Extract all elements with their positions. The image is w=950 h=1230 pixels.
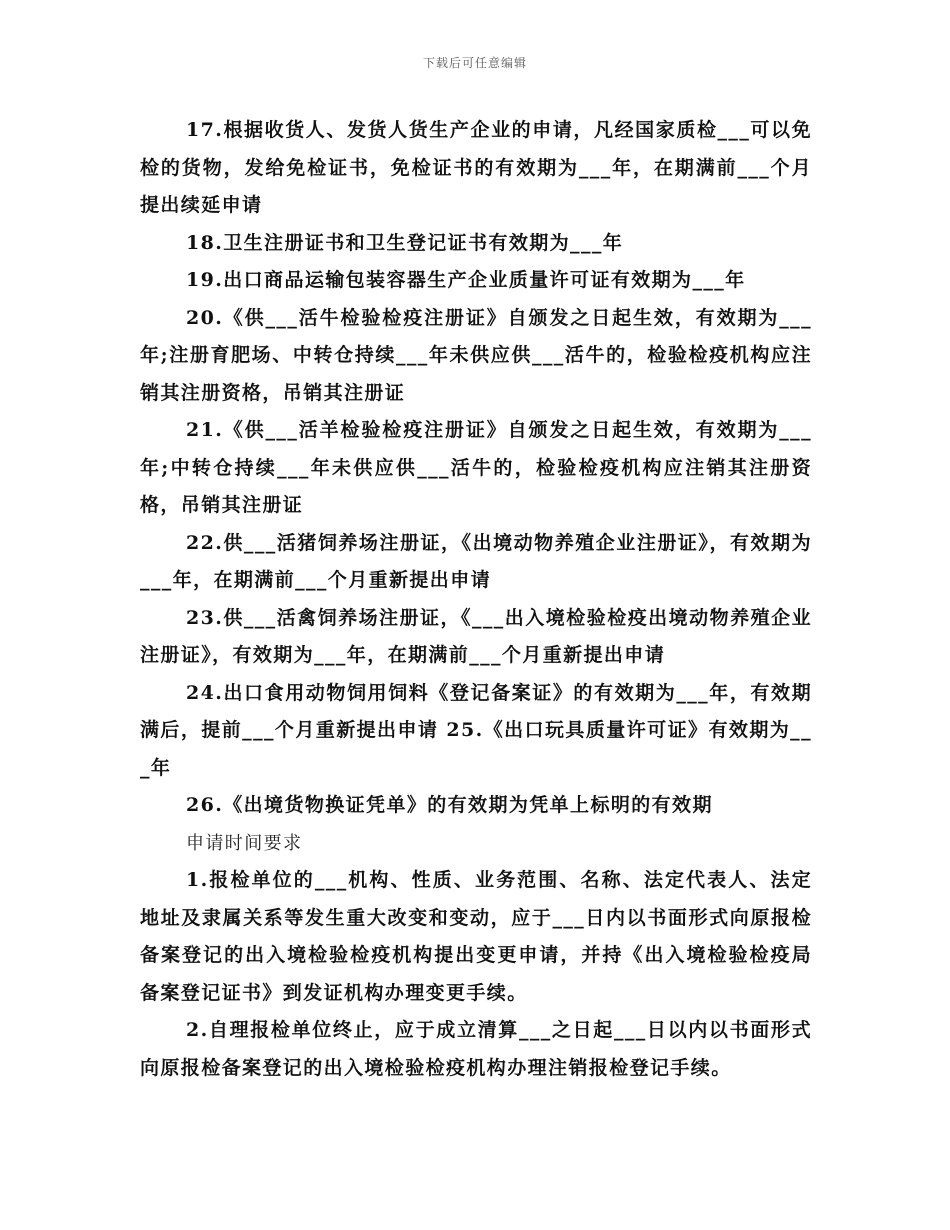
paragraph-18: 18.卫生注册证书和卫生登记证书有效期为___年 xyxy=(186,231,624,254)
paragraph-23: 23.供___活禽饲养场注册证，《___出入境检验检疫出境动物养殖企业注册证》，有效期为___年，在期满前___个月重新提出申请 xyxy=(140,606,812,666)
document-body xyxy=(140,112,812,1087)
section-paragraph-2: 2.自理报检单位终止，应于成立清算___之日起___日以内以书面形式向原报检备案登记的出入境检验检疫机构办理注销报检登记手续。 xyxy=(140,1019,812,1079)
section-title: 申请时间要求 xyxy=(186,832,303,854)
paragraph-17: 17.根据收货人、发货人货生产企业的申请，凡经国家质检___可以免检的货物，发给免检证书，免检证书的有效期为___年，在期满前___个月提出续延申请 xyxy=(140,119,812,216)
paragraph-24-25: 24.出口食用动物饲用饲料《登记备案证》的有效期为___年，有效期满后，提前___个月重新提出申请 25.《出口玩具质量许可证》有效期为___年 xyxy=(140,681,812,779)
paragraph-20: 20.《供___活牛检验检疫注册证》自颁发之日起生效，有效期为___年;注册育肥场、中转仓持续___年未供应供___活牛的，检验检疫机构应注销其注册资格，吊销其注册证 xyxy=(140,306,812,404)
paragraph-26: 26.《出境货物换证凭单》的有效期为凭单上标明的有效期 xyxy=(186,794,713,816)
paragraph-22: 22.供___活猪饲养场注册证，《出境动物养殖企业注册证》，有效期为___年，在期满前___个月重新提出申请 xyxy=(140,531,812,591)
paragraph-21: 21.《供___活羊检验检疫注册证》自颁发之日起生效，有效期为___年;中转仓持续___年未供应供___活牛的，检验检疫机构应注销其注册资格，吊销其注册证 xyxy=(140,419,812,516)
page-header: 下载后可任意编辑 xyxy=(422,56,527,70)
section-paragraph-1: 1.报检单位的___机构、性质、业务范围、名称、法定代表人、法定地址及隶属关系等发生重大改变和变动，应于___日内以书面形式向原报检备案登记的出入境检验检疫机构提出变更申请，并持《出入境检验检疫局备案登记证书》到发证机构办理变更手续。 xyxy=(140,869,812,1004)
paragraph-19: 19.出口商品运输包装容器生产企业质量许可证有效期为___年 xyxy=(186,269,746,291)
